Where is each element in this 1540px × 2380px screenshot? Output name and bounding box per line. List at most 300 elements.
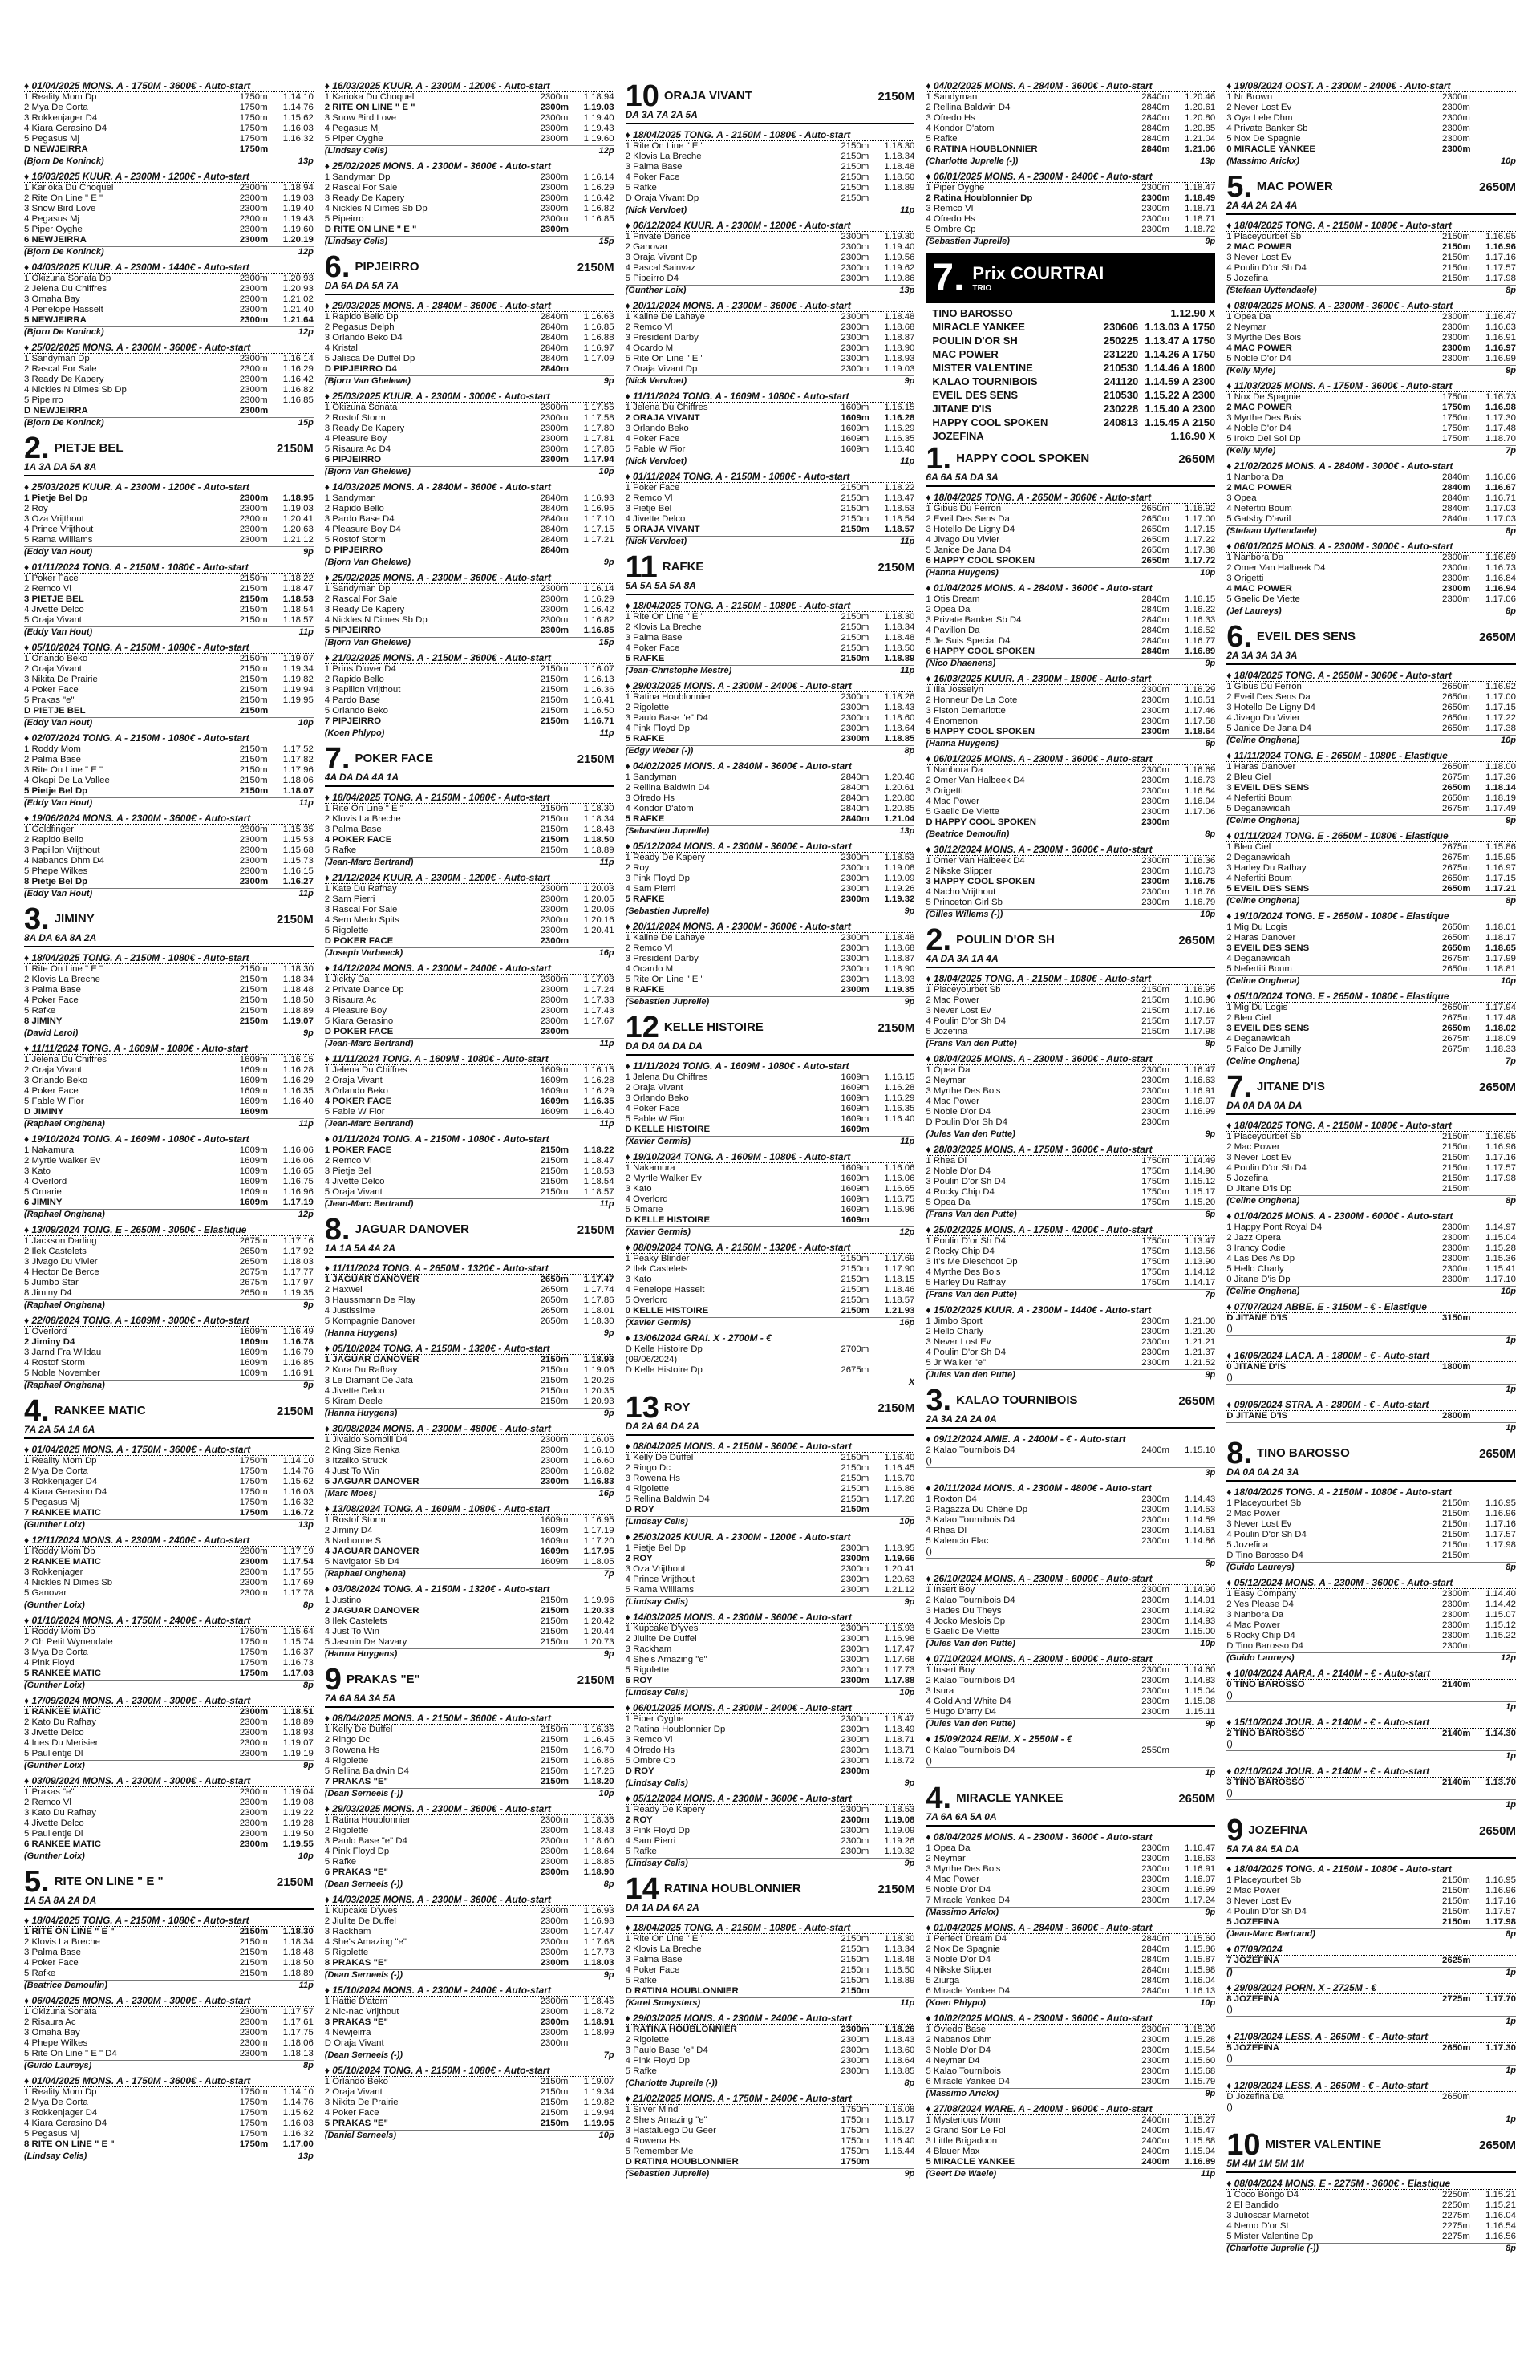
runner-name: 4 JAGUAR DANOVER (324, 1547, 419, 1556)
runner-name: 4 Blauer Max (926, 2147, 980, 2156)
runner-time: 1.18.94 (583, 92, 614, 102)
odds-cell: 1.13.03 A 1750 (1145, 321, 1216, 333)
runner-distance: 2675m (1441, 853, 1470, 862)
runner-distance: 1609m (540, 1086, 569, 1096)
field-size: 10p (1501, 156, 1516, 166)
horse-name: ORAJA VIVANT (663, 88, 752, 103)
result-line (926, 877, 1215, 887)
race-distance: 2150M (276, 442, 314, 456)
field-size: 7p (603, 1569, 614, 1579)
runner-name: 1 Sandyman (926, 92, 978, 102)
result-line (1226, 1313, 1516, 1324)
runner-time (1481, 1551, 1516, 1561)
result-line (926, 1965, 1215, 1976)
runner-name: 5 Rafke (926, 134, 958, 144)
horse-title (24, 1395, 314, 1439)
runner-name: 1 Kupcake D'yves (625, 1624, 699, 1633)
odds-cell: 1.14.26 A 1750 (1145, 348, 1216, 360)
runner-time: 1.18.34 (583, 814, 614, 824)
result-line (626, 2056, 915, 2066)
result-line (24, 1267, 314, 1278)
horse-title (1226, 1814, 1516, 1859)
result-line (626, 2115, 915, 2126)
runner-distance: 2650m (540, 1285, 569, 1295)
runner-distance: 2300m (239, 284, 268, 294)
runner-time (1180, 1745, 1215, 1756)
horse-title (24, 1866, 314, 1910)
runner-time: 1.16.73 (1485, 563, 1516, 573)
race-distance: 2650M (1479, 180, 1516, 194)
race-distance: 2650M (1479, 2139, 1516, 2152)
result-line (626, 1976, 915, 1986)
result-line (24, 1627, 314, 1637)
runner-name: 5 Hugo D'arry D4 (926, 1707, 997, 1717)
runner-time: 1.16.67 (1485, 483, 1516, 493)
runner-time: 1.19.43 (282, 214, 314, 224)
field-size: 15p (598, 237, 614, 246)
runner-distance: 2150m (841, 1306, 869, 1316)
runner-distance: 2300m (540, 113, 569, 123)
result-line (626, 1815, 915, 1826)
runner-distance: 1609m (841, 1215, 869, 1225)
result-line (325, 225, 614, 235)
horse-title (626, 551, 915, 595)
runner-name: D POKER FACE (324, 936, 394, 946)
race-footer (926, 2088, 1215, 2098)
runner-time: 1.19.55 (282, 1839, 314, 1849)
result-line (1226, 1530, 1516, 1540)
runner-name: 2 Roy (24, 504, 48, 513)
runner-distance: 2300m (1141, 1843, 1170, 1853)
runner-time (1481, 2092, 1516, 2102)
result-line (626, 1836, 915, 1847)
result-line (325, 2108, 614, 2118)
runner-name: D KELLE HISTOIRE (625, 1215, 711, 1225)
runner-distance: 1750m (239, 1658, 268, 1668)
race-footer (24, 626, 314, 637)
result-line (24, 385, 314, 395)
runner-name: 4 Nefertiti Boum (1226, 874, 1292, 883)
runner-distance: 2300m (540, 584, 569, 594)
runner-name: 5 Rafke (324, 1857, 357, 1867)
runner-time: 1.16.95 (1485, 1132, 1516, 1141)
result-line (626, 804, 915, 814)
race-entry (325, 1583, 614, 1659)
runner-name: 5 Fable W Fior (324, 1107, 385, 1117)
race-distance: 2150M (577, 1223, 614, 1237)
driver-name: (Geert De Waele) (926, 2169, 997, 2179)
result-line (626, 1665, 915, 1676)
runner-name: 6 RATINA HOUBLONNIER (926, 144, 1038, 154)
runner-distance: 2840m (1141, 615, 1170, 625)
field-size: 10p (598, 1789, 614, 1798)
result-line (626, 1365, 915, 1376)
runner-distance: 2675m (1441, 804, 1470, 813)
runner-distance: 2300m (1141, 856, 1170, 866)
odds-cell: 240813 (1103, 416, 1139, 428)
driver-name: (Xavier Germis) (625, 1318, 691, 1328)
runner-name: 5 Rafke (24, 1006, 56, 1016)
field-size: 1p (1506, 2114, 1516, 2124)
runner-name: 4 Kondor D'atom (926, 124, 995, 133)
field-size: 10p (1200, 910, 1216, 919)
race-footer (24, 1380, 314, 1390)
driver-name: (Xavier Germis) (625, 1137, 691, 1146)
odds-row (926, 320, 1215, 334)
runner-name: 3 President Darby (625, 954, 699, 963)
runner-name: 1 Coco Bongo D4 (1226, 2190, 1299, 2200)
result-line (24, 113, 314, 124)
race-footer (24, 1519, 314, 1530)
runner-time: 1.17.72 (1185, 556, 1216, 566)
runner-name: 2 Oraja Vivant (324, 2087, 383, 2097)
result-line (325, 594, 614, 605)
runner-time: 1.14.86 (1185, 1536, 1216, 1546)
runner-name: 2 Rascal For Sale (324, 183, 398, 193)
runner-name: 1 Piper Oyghe (625, 1714, 684, 1724)
runner-name: 2 Ratina Houblonnier Dp (625, 1725, 726, 1734)
runner-distance: 2300m (841, 1745, 869, 1755)
race-header: ♦ 14/12/2024 MONS. A - 2300M - 2400€ - Auto-start (325, 963, 614, 975)
runner-distance: 1750m (239, 2108, 268, 2118)
result-line (926, 1665, 1215, 1676)
runner-name: D Jozefina Da (1226, 2092, 1284, 2102)
race-footer (24, 1209, 314, 1219)
race-entry (626, 1922, 915, 2008)
result-line (24, 1177, 314, 1187)
result-line (1226, 874, 1516, 884)
driver-name: (Raphael Onghena) (324, 1569, 406, 1579)
runner-name: 2 Rocky Chip D4 (926, 1247, 995, 1256)
odds-cell: MISTER VALENTINE (932, 362, 1033, 374)
result-line (926, 1955, 1215, 1965)
race-entry (24, 1444, 314, 1530)
driver-name: (Jean-Marc Bertrand) (324, 1119, 414, 1129)
runner-name: 2 Kalao Tournibois D4 (926, 1445, 1015, 1455)
runner-distance: 1609m (239, 1166, 268, 1176)
runner-distance: 1609m (841, 413, 869, 423)
runner-name: 1 Sandyman (625, 772, 677, 782)
runner-name: 1 Rite On Line " E " (625, 141, 704, 151)
horse-name: PRAKAS "E" (346, 1672, 420, 1686)
horse-form: 2A 4A 2A 2A 4A (1226, 200, 1298, 211)
runner-name: 3 Hotello De Ligny D4 (1226, 703, 1315, 712)
runner-time: 1.16.29 (884, 1093, 915, 1103)
runner-name: 5 Nefertiti Boum (1226, 964, 1292, 974)
result-line (1226, 842, 1516, 853)
runner-name: 3 Palma Base (24, 985, 81, 995)
runner-distance: 2300m (540, 124, 569, 133)
runner-time: 1.19.08 (282, 1798, 314, 1807)
runner-distance: 2300m (1441, 1254, 1470, 1263)
race-header: ♦ 07/09/2024 (1226, 1944, 1516, 1956)
result-line (1226, 964, 1516, 975)
runner-distance: 2650m (239, 1247, 268, 1256)
race-footer (626, 1516, 915, 1527)
result-line (926, 797, 1215, 807)
runner-distance: 2150m (841, 1986, 869, 1996)
runner-distance: 2150m (1441, 1540, 1470, 1550)
runner-time: 1.19.40 (884, 242, 915, 252)
runner-name: 1 Karioka Du Choquel (324, 92, 415, 102)
runner-time: 1.17.46 (1185, 706, 1216, 716)
horse-title (325, 251, 614, 295)
runner-time: 1.20.61 (884, 783, 915, 793)
runner-name: 3 Pietje Bel (324, 1166, 371, 1176)
result-line (24, 375, 314, 385)
runner-distance: 1750m (841, 2157, 869, 2167)
race-entry (24, 642, 314, 728)
horse-number: 4. (24, 1394, 50, 1428)
field-size: 9p (904, 1859, 915, 1868)
runner-distance: 2300m (540, 905, 569, 914)
runner-distance: 1609m (841, 1093, 869, 1103)
runner-distance: 2300m (1141, 1107, 1170, 1117)
runner-time: 1.15.94 (1185, 2147, 1216, 2156)
runner-distance: 2840m (540, 354, 569, 363)
field-size: 13p (298, 156, 314, 166)
field-size: 10p (1200, 568, 1216, 578)
runner-distance: 2650m (1441, 874, 1470, 883)
runner-distance: 2150m (239, 695, 268, 705)
runner-distance: 2300m (1441, 312, 1470, 322)
runner-name: 2 Neymar (1226, 322, 1266, 332)
horse-number: 6. (1226, 620, 1252, 654)
runner-time: 1.19.56 (884, 253, 915, 262)
runner-distance: 2150m (1441, 1551, 1470, 1560)
runner-distance: 2840m (540, 493, 569, 503)
runner-distance: 2150m (841, 1944, 869, 1954)
runner-time: 1.13.56 (1185, 1247, 1216, 1256)
runner-distance: 1609m (841, 434, 869, 444)
race-entry (24, 1775, 314, 1861)
result-line (325, 1847, 614, 1857)
result-line (325, 2017, 614, 2028)
result-line (926, 2136, 1215, 2147)
result-line (626, 2126, 915, 2136)
runner-name: 1 Ready De Kapery (625, 853, 706, 862)
runner-distance: 2650m (239, 1288, 268, 1298)
runner-name: 2 Remco Vl (625, 943, 673, 953)
runner-name: 4 Rhea Dl (926, 1526, 967, 1535)
runner-distance: 1750m (1441, 392, 1470, 402)
runner-name: 3 Private Banker Sb D4 (926, 615, 1022, 625)
runner-distance: 1609m (239, 1076, 268, 1085)
runner-distance: 2300m (239, 2017, 268, 2027)
runner-distance: 2300m (239, 1728, 268, 1737)
runner-name: 2 Nikske Slipper (926, 866, 992, 876)
result-line (24, 144, 314, 155)
race-entry (1226, 1486, 1516, 1572)
runner-time: 1.19.94 (282, 685, 314, 695)
race-footer (626, 906, 915, 916)
race-footer (1226, 445, 1516, 456)
runner-distance: 2150m (540, 685, 569, 695)
result-line (325, 1777, 614, 1787)
runner-distance: 2300m (841, 1815, 869, 1825)
runner-time: 1.17.86 (583, 1295, 614, 1305)
result-line (1226, 1498, 1516, 1509)
race-header: ♦ 20/11/2024 MONS. A - 2300M - 3600€ - Auto-start (626, 921, 915, 933)
runner-name: 4 She's Amazing "e" (324, 1937, 407, 1947)
horse-number: 5. (1226, 170, 1252, 204)
race-footer (1226, 815, 1516, 825)
result-line (926, 1944, 1215, 1955)
driver-name: (Joseph Verbeeck) (324, 948, 403, 958)
runner-distance: 2150m (1441, 1896, 1470, 1906)
runner-time: 1.19.50 (282, 1829, 314, 1839)
runner-distance: 2300m (239, 2049, 268, 2058)
result-line (1226, 1600, 1516, 1610)
runner-time: 1.17.57 (1485, 1907, 1516, 1916)
runner-distance: 2150m (239, 574, 268, 583)
runner-name: 4 Kiara Gerasino D4 (24, 1487, 107, 1497)
horse-number: 13 (625, 1391, 659, 1425)
driver-name: (Sebastien Juprelle) (625, 997, 710, 1007)
runner-distance: 2300m (239, 1578, 268, 1587)
runner-distance (1442, 1690, 1481, 1701)
runner-time: 1.17.10 (1485, 1275, 1516, 1284)
race-footer (926, 1129, 1215, 1139)
runner-time: 1.16.86 (583, 1756, 614, 1766)
runner-time (879, 1766, 914, 1777)
runner-distance: 2150m (841, 183, 869, 193)
runner-time: 1.18.71 (884, 1735, 915, 1745)
result-line (626, 1735, 915, 1745)
runner-distance: 2300m (239, 1707, 269, 1717)
result-line (1226, 933, 1516, 943)
runner-distance: 2650m (1141, 504, 1170, 513)
runner-name: 7 JOZEFINA (1226, 1956, 1280, 1965)
race-header: ♦ 18/04/2025 TONG. A - 2150M - 1080€ - Auto-start (926, 973, 1215, 985)
race-entry (1226, 380, 1516, 456)
runner-distance: 2300m (1441, 113, 1470, 123)
runner-distance: 1609m (239, 1086, 268, 1096)
race-footer (24, 246, 314, 257)
race-footer (325, 728, 614, 738)
result-line (626, 514, 915, 525)
result-line (626, 172, 915, 183)
runner-name: 2 Kalao Tournibois D4 (926, 1676, 1015, 1685)
runner-distance: 2150m (540, 2118, 569, 2128)
result-line (626, 985, 915, 995)
runner-time: 1.19.04 (282, 1787, 314, 1797)
runner-name: 5 JAGUAR DANOVER (324, 1477, 419, 1486)
runner-time: 1.19.19 (282, 1749, 314, 1758)
result-line (626, 772, 915, 783)
horse-name: RATINA HOUBLONNIER (663, 1881, 801, 1895)
driver-name: (Frans Van den Putte) (926, 1210, 1017, 1219)
result-line (1226, 253, 1516, 263)
runner-name: D RITE ON LINE " E " (324, 225, 417, 234)
result-line (325, 1836, 614, 1847)
runner-time (1481, 144, 1516, 155)
field-size: 1p (1205, 1768, 1216, 1778)
runner-time: 1.18.48 (884, 1955, 915, 1964)
runner-distance: 2300m (1441, 1275, 1470, 1284)
field-size: 7p (1205, 1290, 1216, 1299)
runner-name: 3 Oza Vrijthout (24, 514, 84, 524)
result-line (1226, 853, 1516, 863)
runner-distance: 2300m (239, 1738, 268, 1748)
race-entry (926, 2103, 1215, 2179)
result-line (1226, 2211, 1516, 2221)
runner-time: 1.14.59 (1185, 1515, 1216, 1525)
runner-name: 4 Nikske Slipper (926, 1965, 992, 1975)
runner-name: 3 Hastaluego Du Geer (625, 2126, 716, 2135)
runner-name: 5 Kompagnie Danover (324, 1316, 416, 1326)
runner-distance: 2300m (540, 1826, 569, 1835)
runner-time: 1.17.47 (583, 1275, 614, 1284)
result-line (626, 1453, 915, 1463)
runner-name: 4 Pink Floyd Dp (625, 2056, 690, 2066)
runner-name: () (1226, 1739, 1233, 1749)
race-footer (24, 1028, 314, 1038)
result-line (325, 1815, 614, 1826)
runner-time: 1.16.98 (1485, 403, 1516, 412)
runner-distance: 2150m (540, 675, 569, 684)
result-line (1226, 134, 1516, 144)
runner-time: 1.15.87 (1185, 1955, 1216, 1964)
runner-name: 1 Jelena Du Chiffres (24, 1055, 107, 1064)
runner-time: 1.13.90 (1185, 1257, 1216, 1267)
result-line (626, 622, 915, 633)
result-line (24, 204, 314, 214)
horse-form: 8A DA 6A 8A 2A (24, 932, 97, 943)
runner-time (879, 1505, 914, 1515)
driver-name: (Gilles Willems (-)) (926, 910, 1003, 919)
result-line (24, 776, 314, 786)
runner-time: 1.16.96 (1485, 242, 1516, 252)
runner-distance: 2300m (841, 253, 869, 262)
horse-number: 11 (625, 550, 658, 584)
race-entry (1226, 220, 1516, 295)
driver-name: (Nick Vervloet) (625, 537, 687, 546)
runner-time (1481, 1313, 1516, 1324)
result-line (24, 225, 314, 235)
result-line (626, 2066, 915, 2077)
runner-name: 4 Mac Power (1226, 1620, 1280, 1630)
result-line (24, 183, 314, 193)
runner-time: 1.15.60 (1185, 1934, 1216, 1944)
driver-name: (Beatrice Demoulin) (24, 1981, 107, 1990)
runner-time (1481, 1184, 1516, 1194)
runner-name: 3 Poulin D'or Sh D4 (926, 1177, 1007, 1186)
runner-distance: 2300m (239, 204, 268, 213)
runner-distance: 2300m (239, 835, 268, 845)
runner-distance: 2150m (1441, 1163, 1470, 1173)
odds-row (926, 334, 1215, 347)
runner-name: 3 Kalao Tournibois D4 (926, 1515, 1015, 1525)
runner-time: 1.17.24 (1185, 1895, 1216, 1905)
runner-time (1180, 817, 1215, 828)
odds-cell: 210530 (1103, 389, 1139, 401)
runner-time: 1.15.62 (282, 2108, 314, 2118)
result-line (325, 814, 614, 825)
result-line (325, 1526, 614, 1536)
result-line (926, 1686, 1215, 1697)
runner-distance: 2300m (841, 343, 869, 353)
runner-distance: 2675m (841, 1365, 869, 1375)
field-size: 11p (298, 1119, 314, 1129)
race-footer (626, 1377, 915, 1387)
runner-name: 4 Ofredo Hs (926, 214, 975, 224)
runner-distance: 2840m (540, 545, 569, 555)
runner-name: 3 Palma Base (625, 633, 683, 643)
runner-time: 1.15.88 (1185, 2136, 1216, 2146)
runner-time: 1.19.08 (884, 863, 915, 873)
race-header: ♦ 01/04/2025 MONS. A - 1750M - 3600€ - Auto-start (24, 1444, 314, 1456)
